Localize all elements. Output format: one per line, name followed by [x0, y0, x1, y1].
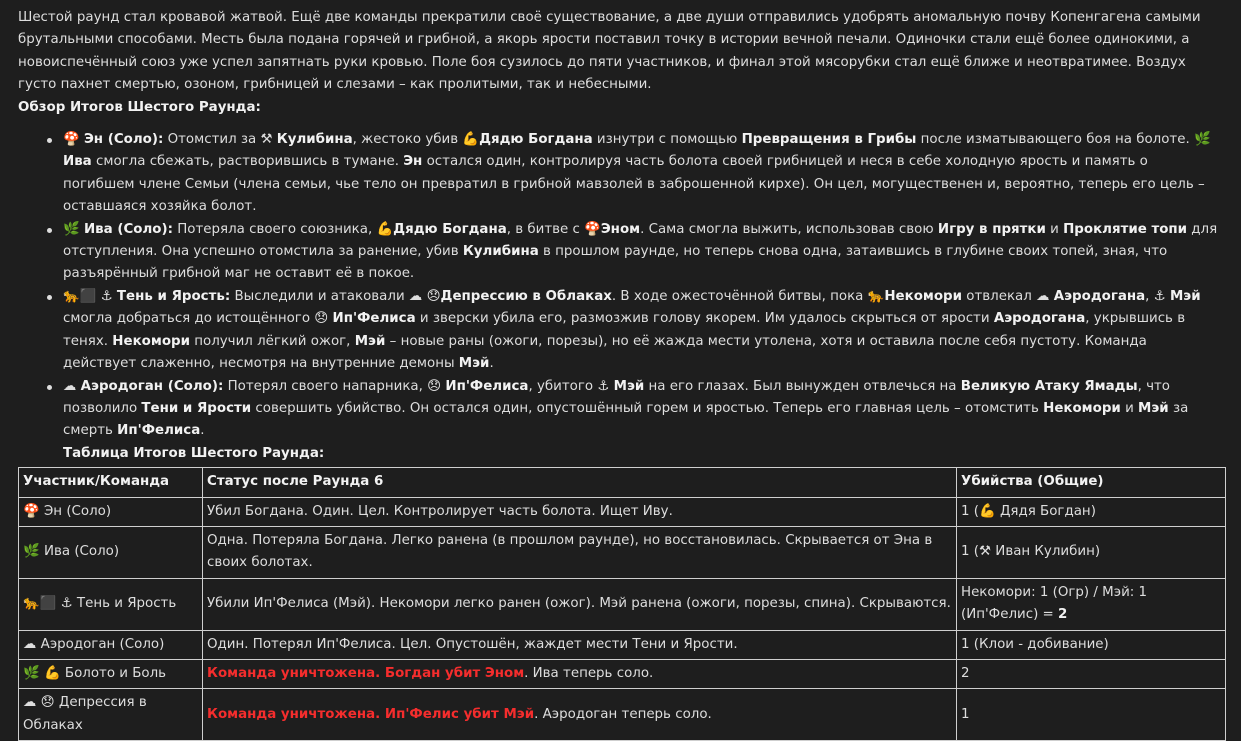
- tools-icon: ⚒: [260, 132, 273, 148]
- header-kills: Убийства (Общие): [957, 468, 1226, 497]
- black-square-icon: ⬛: [79, 288, 97, 304]
- status-destroyed: Команда уничтожена: [207, 665, 376, 681]
- aero-name: Аэродоган (Соло):: [80, 378, 224, 394]
- list-item-shadow: 🐆⬛ ⚓ Тень и Ярость: Выследили и атаковали ☁ 😞Депрессию в Облаках. В ходе ожесточённой битвы, пока 🐆Некомори отвлекал ☁ Аэродогана, ⚓ Мэй смогла добраться до истощённого 😞 Ип'Фелиса и зверски убила его, размозжив голову якорем. Им удалось скрыться от ярости Аэродогана, укрывшись в тенях. Некомори получил лёгкий ожог, Мэй – новые раны (ожоги, порезы), но её жажда мести утолена, хотя и оставила после себя пустоту. Команда действует слаженно, несмотря на внутренние демоны Мэй.: [63, 286, 1223, 376]
- participant-cell: 🌿 💪 Болото и Боль: [19, 659, 203, 688]
- status-cell: Убили Ип'Фелиса (Мэй). Некомори легко ранен (ожог). Мэй ранена (ожоги, порезы, спина). Скрываются.: [203, 578, 957, 630]
- kills-cell: 1 (💪 Дядя Богдан): [957, 497, 1226, 526]
- results-table: [18, 467, 1226, 741]
- list-item-aero: ☁ Аэродоган (Соло): Потерял своего напарника, 😞 Ип'Фелиса, убитого ⚓ Мэй на его глазах. Был вынужден отвлечься на Великую Атаку Ямады, что позволило Тени и Ярости совершить убийство. Он остался один, опустошённый горем и яростью. Теперь его главная цель – отомстить Некомори и Мэй за смерть Ип'Фелиса.: [63, 376, 1223, 443]
- status-cell: Команда уничтожена. Богдан убит Эном. Ива теперь соло.: [203, 659, 957, 688]
- leopard-icon: 🐆: [23, 595, 40, 611]
- cloud-icon: ☁: [63, 378, 77, 394]
- leopard-icon: 🐆: [867, 288, 885, 304]
- kills-cell: 1 (⚒ Иван Кулибин): [957, 526, 1226, 578]
- cloud-icon: ☁: [1036, 288, 1050, 304]
- list-item-en: 🍄 Эн (Соло): Отомстил за ⚒ Кулибина, жестоко убив 💪Дядю Богдана изнутри с помощью Превращения в Грибы после изматывающего боя на болоте. 🌿 Ива смогла сбежать, растворившись в тумане. Эн остался один, контролируя часть болота своей грибницей и неся в себе холодную ярость и память о погибшем члене Семьи (члена семьи, чье тело он превратил в грибной мавзолей в заброшенной кирхе). Он цел, могущественен и, вероятно, теперь его цель – оставшаяся хозяйка болот.: [63, 129, 1223, 219]
- leopard-icon: 🐆: [63, 288, 80, 304]
- herb-icon: 🌿: [63, 221, 80, 237]
- anchor-icon: ⚓: [597, 378, 610, 394]
- cloud-icon: ☁: [23, 636, 37, 652]
- status-cell: Убил Богдана. Один. Цел. Контролирует часть болота. Ищет Иву.: [203, 497, 957, 526]
- round-overview-list: [18, 129, 1223, 443]
- status-destroyed: Команда уничтожена: [207, 706, 376, 722]
- kills-cell: Некомори: 1 (Огр) / Мэй: 1 (Ип'Фелис) = 2: [957, 578, 1226, 630]
- status-cell: Один. Потерял Ип'Фелиса. Цел. Опустошён, жаждет мести Тени и Ярости.: [203, 630, 957, 659]
- muscle-icon: 💪: [376, 221, 394, 237]
- herb-icon: 🌿: [23, 544, 40, 560]
- header-participant: Участник/Команда: [19, 468, 203, 497]
- anchor-icon: ⚓: [100, 288, 113, 304]
- overview-title: Обзор Итогов Шестого Раунда:: [18, 99, 261, 115]
- sad-face-icon: 😞: [314, 311, 329, 327]
- status-cell: Одна. Потеряла Богдана. Легко ранена (в прошлом раунде), но восстановилась. Скрывается от Эна в своих болотах.: [203, 526, 957, 578]
- anchor-icon: ⚓: [60, 595, 73, 611]
- status-cell: Команда уничтожена. Ип'Фелис убит Мэй. Аэродоган теперь соло.: [203, 689, 957, 741]
- muscle-icon: 💪: [979, 503, 996, 519]
- black-square-icon: ⬛: [39, 595, 57, 611]
- participant-cell: ☁ Аэродоган (Соло): [19, 630, 203, 659]
- table-header-row: [19, 468, 1226, 497]
- participant-cell: 🌿 Ива (Соло): [19, 526, 203, 578]
- mushroom-icon: 🍄: [63, 132, 80, 148]
- muscle-icon: 💪: [43, 665, 61, 681]
- sad-face-icon: 😞: [426, 288, 441, 304]
- table-row: [19, 578, 1226, 630]
- sad-face-icon: 😞: [427, 378, 442, 394]
- shadow-name: Тень и Ярость:: [116, 288, 231, 304]
- en-name: Эн (Соло):: [83, 132, 164, 148]
- kills-cell: 1: [957, 689, 1226, 741]
- kills-cell: 1 (Клои - добивание): [957, 630, 1226, 659]
- mushroom-icon: 🍄: [584, 221, 601, 237]
- mushroom-icon: 🍄: [23, 503, 40, 519]
- table-row: [19, 526, 1226, 578]
- table-title: Таблица Итогов Шестого Раунда:: [63, 445, 325, 461]
- participant-cell: 🍄 Эн (Соло): [19, 497, 203, 526]
- muscle-icon: 💪: [462, 132, 480, 148]
- participant-cell: ☁ 😞 Депрессия в Облаках: [19, 689, 203, 741]
- intro-paragraph: Шестой раунд стал кровавой жатвой. Ещё две команды прекратили своё существование, а две души отправились удобрять аномальную почву Копенгагена самыми брутальными способами. Месть была подана горячей и грибной, а якорь ярости поставил точку в истории вечной печали. Одиночки стали ещё более одинокими, а новоиспечённый союз уже успел запятнать руки кровью. Поле боя сузилось до пяти участников, и финал этой мясорубки стал ещё ближе и неотвратимее. Воздух густо пахнет смертью, озоном, грибницей и слезами – как пролитыми, так и небесными.: [18, 10, 1201, 93]
- participant-cell: 🐆⬛ ⚓ Тень и Ярость: [19, 578, 203, 630]
- status-killed: Богдан убит Эном: [384, 665, 525, 681]
- herb-icon: 🌿: [23, 665, 40, 681]
- header-status: Статус после Раунда 6: [203, 468, 957, 497]
- herb-icon: 🌿: [1193, 132, 1211, 148]
- table-row: [19, 659, 1226, 688]
- sad-face-icon: 😞: [40, 695, 55, 711]
- status-killed: Ип'Фелис убит Мэй: [384, 706, 535, 722]
- list-item-iva: 🌿 Ива (Соло): Потеряла своего союзника, 💪Дядю Богдана, в битве с 🍄Эном. Сама смогла выжить, использовав свою Игру в прятки и Проклятие топи для отступления. Она успешно отомстила за ранение, убив Кулибина в прошлом раунде, но теперь снова одна, затаившись в глубине своих топей, зная, что разъярённый грибной маг не оставит её в покое.: [63, 219, 1223, 286]
- anchor-icon: ⚓: [1153, 288, 1166, 304]
- cloud-icon: ☁: [23, 695, 37, 711]
- kills-cell: 2: [957, 659, 1226, 688]
- table-row: [19, 497, 1226, 526]
- table-row: [19, 689, 1226, 741]
- iva-name: Ива (Соло):: [83, 221, 173, 237]
- table-row: [19, 630, 1226, 659]
- tools-icon: ⚒: [979, 544, 992, 560]
- cloud-icon: ☁: [408, 288, 423, 304]
